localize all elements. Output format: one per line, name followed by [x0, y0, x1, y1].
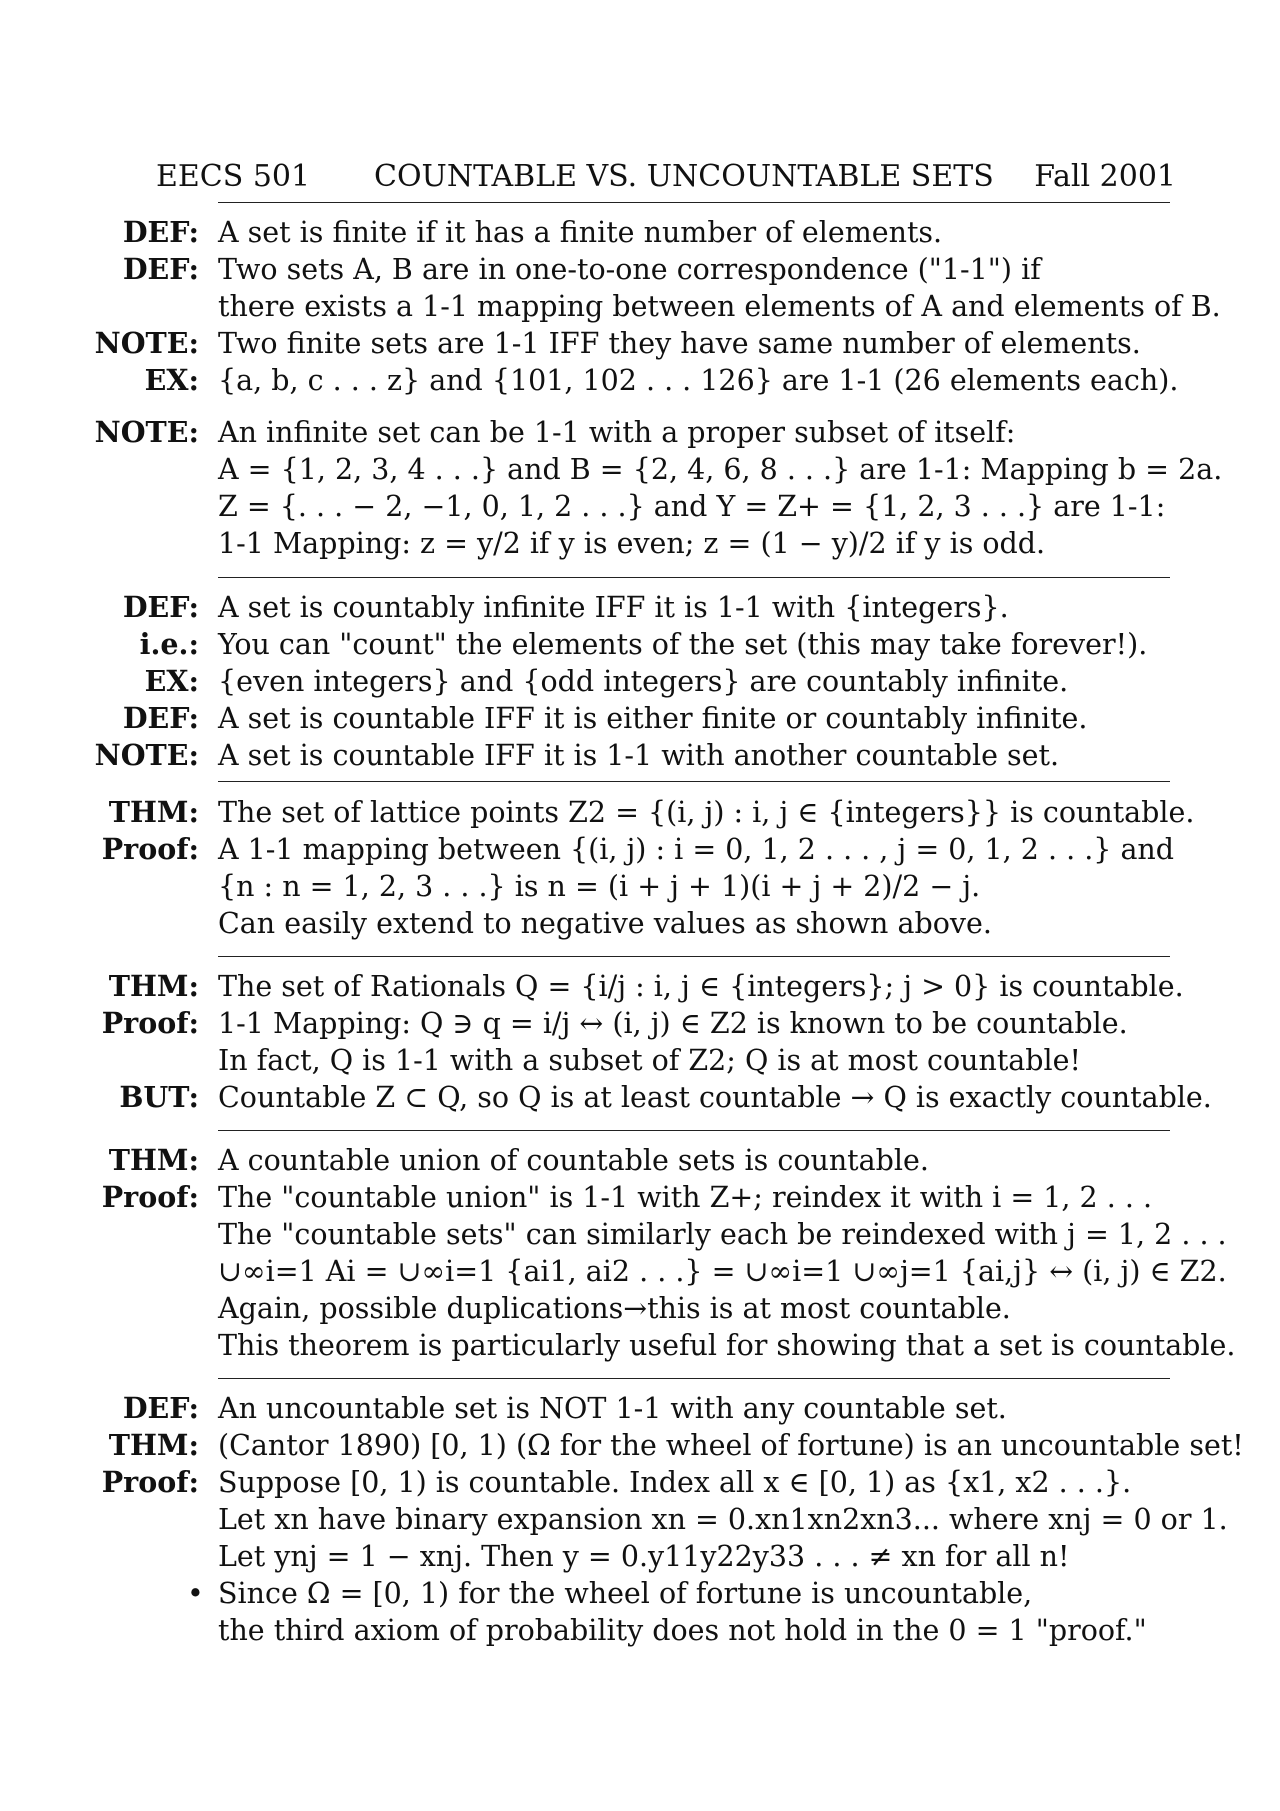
line-text: You can "count" the elements of the set (this may take forever!).: [218, 628, 1148, 661]
text-line: [0, 737, 1280, 774]
line-text: Let ynj = 1 − xnj. Then y = 0.y11y22y33 . . . ≠ xn for all n!: [218, 1540, 1070, 1573]
text-line: [0, 451, 1280, 488]
divider: [218, 956, 1170, 957]
text-line: [0, 1042, 1280, 1079]
line-text: The "countable sets" can similarly each be reindexed with j = 1, 2 . . .: [218, 1218, 1227, 1251]
line-label: THM:: [108, 795, 199, 829]
text-line: [0, 968, 1280, 1005]
text-line: [0, 251, 1280, 288]
line-text: Again, possible duplications→this is at most countable.: [218, 1292, 1011, 1325]
term: Fall 2001: [1034, 159, 1176, 194]
line-label: THM:: [108, 969, 199, 1003]
line-text: Let xn have binary expansion xn = 0.xn1xn2xn3... where xnj = 0 or 1.: [218, 1503, 1228, 1536]
divider: [218, 1378, 1170, 1379]
line-text: A set is countable IFF it is either finite or countably infinite.: [218, 702, 1088, 735]
text-line: [0, 905, 1280, 942]
line-text: 1-1 Mapping: z = y/2 if y is even; z = (1 − y)/2 if y is odd.: [218, 527, 1046, 560]
line-label: THM:: [108, 1428, 199, 1462]
line-text: An infinite set can be 1-1 with a proper subset of itself:: [218, 416, 1016, 449]
line-label: Proof:: [101, 1465, 199, 1499]
text-line: [0, 1390, 1280, 1427]
text-line: [0, 1253, 1280, 1290]
line-text: An uncountable set is NOT 1-1 with any countable set.: [218, 1392, 1007, 1425]
line-text: (Cantor 1890) [0, 1) (Ω for the wheel of fortune) is an uncountable set!: [218, 1429, 1244, 1462]
line-text: {n : n = 1, 2, 3 . . .} is n = (i + j + 1)(i + j + 2)/2 − j.: [218, 870, 981, 903]
text-line: [0, 525, 1280, 562]
divider: [218, 781, 1170, 782]
text-line: [0, 589, 1280, 626]
line-text: 1-1 Mapping: Q ∋ q = i/j ↔ (i, j) ∈ Z2 is known to be countable.: [218, 1007, 1128, 1040]
line-label: DEF:: [122, 1391, 199, 1425]
text-line: [0, 488, 1280, 525]
text-line: [0, 1142, 1280, 1179]
text-line: [0, 1612, 1280, 1649]
line-label: BUT:: [119, 1080, 199, 1114]
line-text: In fact, Q is 1-1 with a subset of Z2; Q is at most countable!: [218, 1044, 1081, 1077]
line-label: DEF:: [122, 252, 199, 286]
line-label: DEF:: [122, 215, 199, 249]
line-label: Proof:: [101, 1006, 199, 1040]
text-line: [0, 1538, 1280, 1575]
line-text: there exists a 1-1 mapping between elements of A and elements of B.: [218, 290, 1221, 323]
line-label: NOTE:: [94, 326, 199, 360]
text-line: [0, 1464, 1280, 1501]
text-line: [0, 794, 1280, 831]
divider: [218, 577, 1170, 578]
text-line: [0, 663, 1280, 700]
line-text: Z = {. . . − 2, −1, 0, 1, 2 . . .} and Y = Z+ = {1, 2, 3 . . .} are 1-1:: [218, 490, 1166, 523]
line-text: A = {1, 2, 3, 4 . . .} and B = {2, 4, 6, 8 . . .} are 1-1: Mapping b = 2a.: [218, 453, 1223, 486]
line-label: NOTE:: [94, 415, 199, 449]
line-text: A set is countably infinite IFF it is 1-1 with {integers}.: [218, 591, 1009, 624]
text-line: [0, 214, 1280, 251]
text-line: [0, 831, 1280, 868]
text-line: [0, 700, 1280, 737]
line-text: Can easily extend to negative values as shown above.: [218, 907, 992, 940]
line-label: EX:: [144, 363, 199, 397]
course-code: EECS 501: [156, 159, 311, 194]
divider: [218, 1130, 1170, 1131]
text-line: [0, 1179, 1280, 1216]
line-label: i.e.:: [139, 627, 199, 661]
line-text: Two sets A, B are in one-to-one correspondence ("1-1") if: [218, 253, 1041, 286]
line-text: A countable union of countable sets is countable.: [218, 1144, 929, 1177]
text-line: [0, 868, 1280, 905]
line-text: Suppose [0, 1) is countable. Index all x ∈ [0, 1) as {x1, x2 . . .}.: [218, 1466, 1132, 1499]
line-text: The "countable union" is 1-1 with Z+; reindex it with i = 1, 2 . . .: [218, 1181, 1153, 1214]
line-label: Proof:: [101, 1180, 199, 1214]
line-text: Two finite sets are 1-1 IFF they have same number of elements.: [218, 327, 1141, 360]
text-line: [0, 1005, 1280, 1042]
line-label: DEF:: [122, 701, 199, 735]
divider: [218, 202, 1170, 203]
document-title: COUNTABLE VS. UNCOUNTABLE SETS: [374, 159, 994, 194]
line-text: The set of Rationals Q = {i/j : i, j ∈ {integers}; j > 0} is countable.: [218, 970, 1184, 1003]
text-line: [0, 414, 1280, 451]
line-text: {even integers} and {odd integers} are countably infinite.: [218, 665, 1069, 698]
text-line: [0, 1327, 1280, 1364]
line-label: THM:: [108, 1143, 199, 1177]
text-line: [0, 1290, 1280, 1327]
text-line: [0, 626, 1280, 663]
line-label: Proof:: [101, 832, 199, 866]
text-line: [0, 325, 1280, 362]
line-label: NOTE:: [94, 738, 199, 772]
line-text: Since Ω = [0, 1) for the wheel of fortune is uncountable,: [218, 1577, 1033, 1610]
line-text: ∪∞i=1 Ai = ∪∞i=1 {ai1, ai2 . . .} = ∪∞i=1 ∪∞j=1 {ai,j} ↔ (i, j) ∈ Z2.: [218, 1255, 1227, 1288]
line-text: The set of lattice points Z2 = {(i, j) : i, j ∈ {integers}} is countable.: [218, 796, 1195, 829]
text-line: [0, 288, 1280, 325]
line-text: A set is finite if it has a finite number of elements.: [218, 216, 943, 249]
line-label: EX:: [144, 664, 199, 698]
line-label: DEF:: [122, 590, 199, 624]
text-line: [0, 1427, 1280, 1464]
page-header: [156, 158, 1176, 198]
line-text: This theorem is particularly useful for showing that a set is countable.: [218, 1329, 1236, 1362]
bullet-icon: •: [187, 1577, 204, 1610]
line-text: A 1-1 mapping between {(i, j) : i = 0, 1, 2 . . . , j = 0, 1, 2 . . .} and: [218, 833, 1175, 866]
text-line: [0, 1079, 1280, 1116]
line-text: Countable Z ⊂ Q, so Q is at least countable → Q is exactly countable.: [218, 1081, 1212, 1114]
text-line: [0, 1216, 1280, 1253]
text-line: [0, 1575, 1280, 1612]
text-line: [0, 362, 1280, 399]
line-text: A set is countable IFF it is 1-1 with another countable set.: [218, 739, 1060, 772]
line-text: {a, b, c . . . z} and {101, 102 . . . 126} are 1-1 (26 elements each).: [218, 364, 1179, 397]
text-line: [0, 1501, 1280, 1538]
line-text: the third axiom of probability does not hold in the 0 = 1 "proof.": [218, 1614, 1147, 1647]
